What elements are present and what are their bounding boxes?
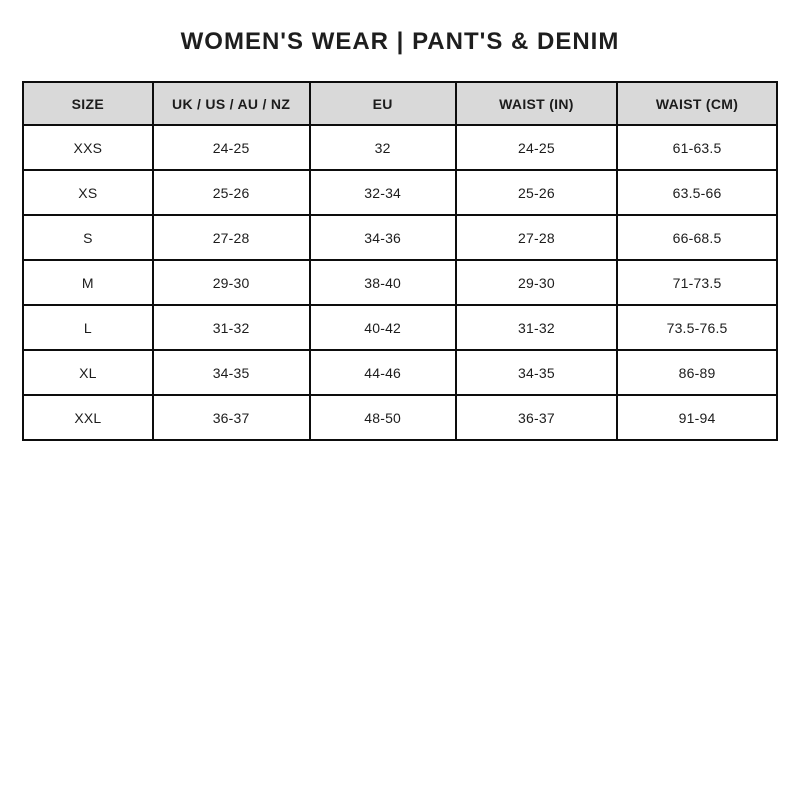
- cell-size: M: [23, 260, 153, 305]
- cell-waist-cm: 61-63.5: [617, 125, 777, 170]
- cell-eu: 44-46: [310, 350, 456, 395]
- cell-waist-cm: 71-73.5: [617, 260, 777, 305]
- table-row-xxl: [23, 395, 777, 440]
- cell-waist-in: 31-32: [456, 305, 617, 350]
- size-chart-table: [22, 81, 778, 441]
- cell-uk: 25-26: [153, 170, 310, 215]
- cell-size: XXS: [23, 125, 153, 170]
- cell-size: L: [23, 305, 153, 350]
- table-row-s: [23, 215, 777, 260]
- cell-waist-cm: 73.5-76.5: [617, 305, 777, 350]
- cell-size: XXL: [23, 395, 153, 440]
- cell-eu: 40-42: [310, 305, 456, 350]
- cell-uk: 34-35: [153, 350, 310, 395]
- cell-waist-in: 29-30: [456, 260, 617, 305]
- cell-size: XS: [23, 170, 153, 215]
- page-title: WOMEN'S WEAR | PANT'S & DENIM: [180, 28, 620, 55]
- table-row-xl: [23, 350, 777, 395]
- cell-waist-cm: 91-94: [617, 395, 777, 440]
- cell-size: XL: [23, 350, 153, 395]
- cell-waist-cm: 66-68.5: [617, 215, 777, 260]
- cell-uk: 36-37: [153, 395, 310, 440]
- header-cell-size: SIZE: [23, 82, 153, 125]
- table-row-m: [23, 260, 777, 305]
- cell-waist-in: 34-35: [456, 350, 617, 395]
- cell-uk: 29-30: [153, 260, 310, 305]
- cell-size: S: [23, 215, 153, 260]
- header-cell-uk-us-au-nz: UK / US / AU / NZ: [153, 82, 310, 125]
- cell-waist-in: 24-25: [456, 125, 617, 170]
- cell-eu: 48-50: [310, 395, 456, 440]
- cell-waist-in: 25-26: [456, 170, 617, 215]
- cell-waist-in: 36-37: [456, 395, 617, 440]
- cell-waist-in: 27-28: [456, 215, 617, 260]
- cell-eu: 38-40: [310, 260, 456, 305]
- table-row-xxs: [23, 125, 777, 170]
- header-row: [23, 82, 777, 125]
- cell-eu: 32: [310, 125, 456, 170]
- cell-waist-cm: 86-89: [617, 350, 777, 395]
- cell-uk: 27-28: [153, 215, 310, 260]
- cell-eu: 34-36: [310, 215, 456, 260]
- header-cell-waist-cm: WAIST (CM): [617, 82, 777, 125]
- cell-uk: 31-32: [153, 305, 310, 350]
- header-cell-waist-in: WAIST (IN): [456, 82, 617, 125]
- table-row-xs: [23, 170, 777, 215]
- cell-uk: 24-25: [153, 125, 310, 170]
- cell-eu: 32-34: [310, 170, 456, 215]
- table-row-l: [23, 305, 777, 350]
- header-cell-eu: EU: [310, 82, 456, 125]
- cell-waist-cm: 63.5-66: [617, 170, 777, 215]
